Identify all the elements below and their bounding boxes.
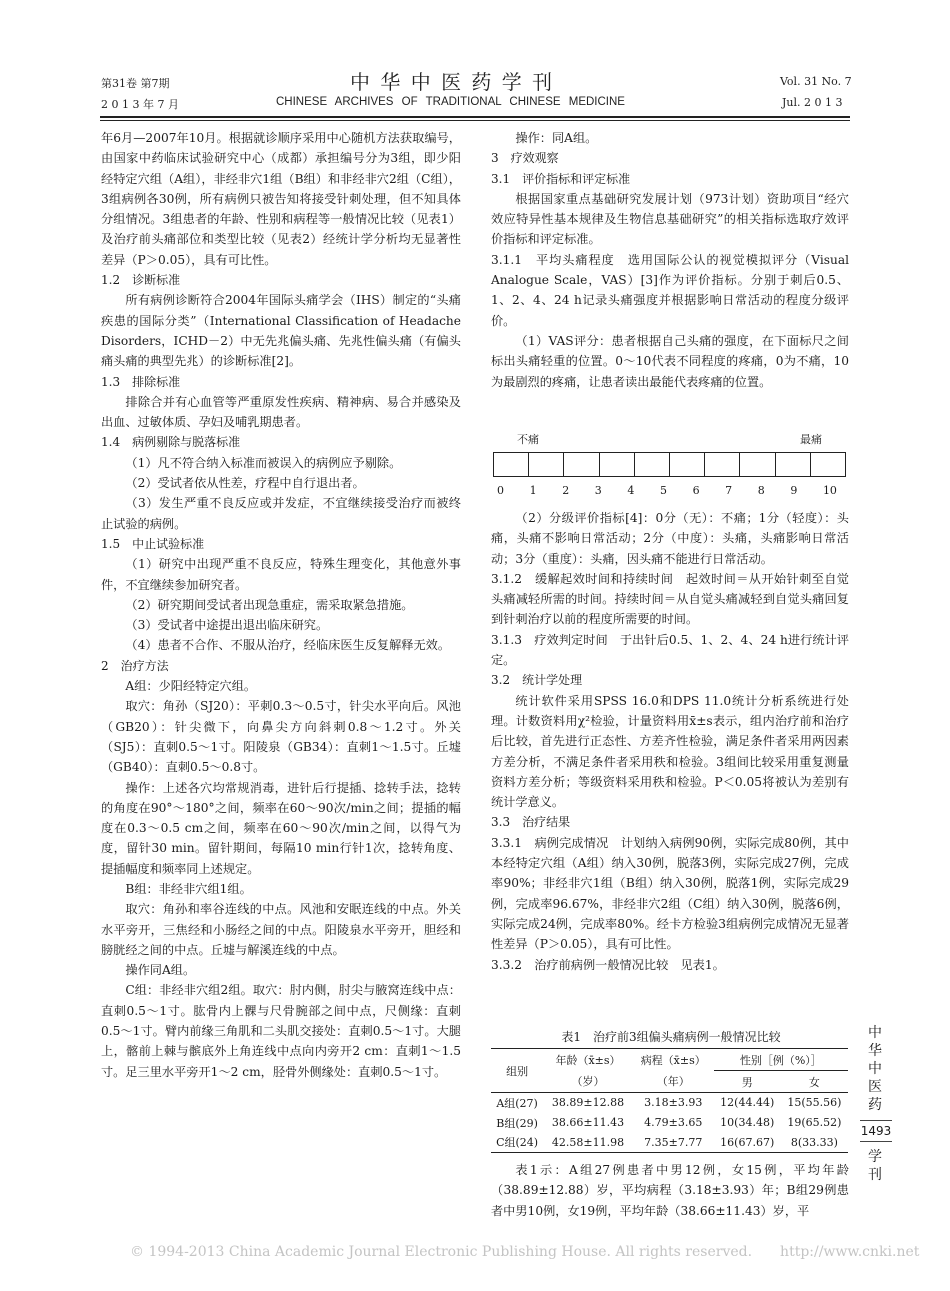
table-cell-course: 7.35±7.77 <box>633 1133 714 1153</box>
right-column-bottom <box>491 1160 849 1221</box>
vas-tick: 3 <box>594 484 602 497</box>
left-column <box>101 128 461 1082</box>
paragraph: 操作：上述各穴均常规消毒，进针后行提插、捻转手法，捻转的角度在90°～180°之间，频率在60～90次/min之间；提插的幅度在0.3～0.5 cm之间，频率在60～90次/min之间，以得气为度，留针30 min。留针期间，每隔10 min行针1次，捻转角度、提插幅度和频率同上述规定。 <box>101 780 461 876</box>
table1-head-course-unit: （年） <box>656 1075 690 1089</box>
side-journal-suffix: 学刊 <box>868 1149 882 1183</box>
paragraph: 年6月—2007年10月。根据就诊顺序采用中心随机方法获取编号，由国家中药临床试验研究中心（成都）承担编号分为3组，即少阳经特定穴组（A组），非经非穴1组（B组）和非经非穴2组（C组），3组病例各30例，所有病例只被告知将接受针刺处理，但不知具体分组情况。3组患者的年龄、性别和病程等一般情况比较（见表1）及治疗前头痛部位和类型比较（见表2）经统计学分析均无显著性差异（P＞0.05），具有可比性。 <box>101 131 461 267</box>
table-cell-male: 10(34.48) <box>720 1116 775 1129</box>
paragraph: A组：少阳经特定穴组。 <box>125 679 257 694</box>
paragraph: 取穴：角孙（SJ20）：平刺0.3～0.5寸，针尖水平向后。风池（GB20）：针尖微下，向鼻尖方向斜刺0.8～1.2寸。外关（SJ5）：直刺0.5～1寸。阳陵泉（GB34）：直刺1～1.5寸。丘墟（GB40）：直刺0.5～0.8寸。 <box>101 699 461 775</box>
table-cell-age: 38.89±12.88 <box>543 1093 633 1113</box>
vas-tick: 9 <box>790 484 798 497</box>
paragraph: 3.1.3 疗效判定时间 于出针后0.5、1、2、4、24 h进行统计评定。 <box>491 632 849 668</box>
section-heading: 3.2 统计学处理 <box>491 673 583 688</box>
table-cell-group: A组(27) <box>491 1093 543 1113</box>
vas-tick: 7 <box>725 484 733 497</box>
section-heading: 2 治疗方法 <box>101 658 169 673</box>
paragraph: 操作：同A组。 <box>515 131 598 145</box>
table-cell-group: C组(24) <box>491 1133 543 1153</box>
paragraph: 表1示：A组27例患者中男12例，女15例，平均年龄（38.89±12.88）岁，平均病程（3.18±3.93）年；B组29例患者中男10例，女19例，平均年龄（38.66±11.43）岁，平 <box>491 1163 849 1218</box>
vas-cell <box>600 453 635 476</box>
date-en: Jul. 2 0 1 3 <box>782 96 843 109</box>
table-cell-age: 42.58±11.98 <box>543 1133 633 1153</box>
section-heading: 1.3 排除标准 <box>101 374 181 389</box>
vas-tick: 1 <box>529 484 537 497</box>
copyright-footer: © 1994-2013 China Academic Journal Electronic Publishing House. All rights reserved. http://www.cnki.net <box>130 1244 920 1260</box>
paragraph: 取穴：角孙和率谷连线的中点。风池和安眠连线的中点。外关水平旁开，三焦经和小肠经之间的中点。阳陵泉水平旁开，胆经和膀胱经之间的中点。丘墟与解溪连线的中点。 <box>101 902 461 957</box>
vas-cell <box>740 453 775 476</box>
date-cn: 2 0 1 3 年 7 月 <box>101 98 179 111</box>
paragraph: （4）患者不合作、不服从治疗，经临床医生反复解释无效。 <box>125 638 451 653</box>
table1-head-male: 男 <box>741 1075 753 1089</box>
section-heading: 1.5 中止试验标准 <box>101 536 205 551</box>
table-cell-female: 8(33.33) <box>781 1133 848 1153</box>
page-number: 1493 <box>860 1120 892 1142</box>
volume-issue-cn: 第31卷 第7期 <box>101 77 170 90</box>
table-cell-course: 4.79±3.65 <box>644 1116 703 1129</box>
table-cell-female: 19(65.52) <box>787 1116 842 1129</box>
paragraph: 所有病例诊断符合2004年国际头痛学会（IHS）制定的“头痛疾患的国际分类”（International Classification of Headache Disorders，ICHD－2）中无先兆偏头痛、先兆性偏头痛（有偏头痛头痛的典型先兆）的诊断标准[2]。 <box>101 293 461 369</box>
table1 <box>491 1048 848 1153</box>
right-column-top <box>491 128 849 392</box>
journal-title-cn: 中 华 中 医 药 学 刊 <box>350 70 555 94</box>
paragraph: 操作同A组。 <box>125 963 196 978</box>
table-cell-male: 12(44.44) <box>714 1093 781 1113</box>
vas-cell <box>635 453 670 476</box>
vas-cell <box>670 453 705 476</box>
table1-title: 表1 治疗前3组偏头痛病例一般情况比较 <box>561 1030 781 1044</box>
header-rule-thick <box>100 116 850 118</box>
table-row <box>491 1093 848 1113</box>
table-cell-male: 16(67.67) <box>714 1133 781 1153</box>
vas-right-label: 最痛 <box>800 433 822 446</box>
table-row <box>491 1133 848 1153</box>
side-journal-name: 中华中医药 <box>868 1025 882 1113</box>
paragraph: C组：非经非穴组2组。取穴：肘内侧，肘尖与腋窝连线中点：直刺0.5～1寸。肱骨内上髁与尺骨腕部之间中点，尺侧缘：直刺0.5～1寸。臂内前缘三角肌和二头肌交接处：直刺0.5～1寸。大腿上，髂前上棘与髌底外上角连线中点向内旁开2 cm：直刺1～1.5寸。足三里水平旁开1～2 cm，胫骨外侧缘处：直刺0.5～1寸。 <box>101 983 461 1079</box>
vas-cell <box>494 453 529 476</box>
table-cell-female: 15(55.56) <box>781 1093 848 1113</box>
table1-head-group: 组别 <box>491 1049 543 1093</box>
paragraph: 3.3.2 治疗前病例一般情况比较 见表1。 <box>491 957 725 972</box>
paragraph: B组：非经非穴组1组。 <box>125 881 252 896</box>
vas-cell <box>564 453 599 476</box>
paragraph: （2）研究期间受试者出现急重症，需采取紧急措施。 <box>125 597 414 612</box>
paragraph: （3）受试者中途提出退出临床研究。 <box>125 618 329 633</box>
vas-tick: 5 <box>659 484 667 497</box>
vas-tick: 10 <box>822 484 837 497</box>
paragraph: 3.1.2 缓解起效时间和持续时间 起效时间＝从开始针刺至自觉头痛减轻所需的时间。持续时间＝从自觉头痛减轻到自觉头痛回复到针刺治疗以前的程度所需要的时间。 <box>491 571 849 627</box>
paragraph: 3.1.1 平均头痛程度 选用国际公认的视觉模拟评分（Visual Analogue Scale，VAS）[3]作为评价指标。分别于刺后0.5、1、2、4、24 h记录头痛强度并根据影响日常活动的程度分级评价。 <box>491 252 849 328</box>
section-heading: 3.3 治疗结果 <box>491 815 571 830</box>
right-column-middle <box>491 508 849 975</box>
section-heading: 3.1 评价指标和评定标准 <box>491 171 631 186</box>
paragraph: （1）VAS评分：患者根据自己头痛的强度，在下面标尺之间标出头痛轻重的位置。0～10代表不同程度的疼痛，0为不痛，10为最剧烈的疼痛，让患者读出最能代表疼痛的位置。 <box>491 333 849 389</box>
paragraph: 排除合并有心血管等严重原发性疾病、精神病、易合并感染及出血、过敏体质、孕妇及哺乳期患者。 <box>101 394 461 430</box>
vas-tick: 8 <box>757 484 765 497</box>
table1-head-female: 女 <box>808 1075 820 1089</box>
vas-left-label: 不痛 <box>517 433 539 446</box>
vas-cell <box>705 453 740 476</box>
vas-scale-bar <box>493 452 846 477</box>
paragraph: （2）受试者依从性差，疗程中自行退出者。 <box>125 476 365 491</box>
section-heading: 3 疗效观察 <box>491 151 559 166</box>
journal-title-en: CHINESE ARCHIVES OF TRADITIONAL CHINESE MEDICINE <box>276 96 625 108</box>
section-heading: 1.2 诊断标准 <box>101 273 181 288</box>
table1-head-age: 年龄（x̄±s） <box>543 1049 633 1071</box>
vas-tick: 4 <box>627 484 635 497</box>
paragraph: （1）凡不符合纳入标准而被误入的病例应予剔除。 <box>125 455 402 470</box>
table1-head-age-unit: （岁） <box>571 1075 605 1089</box>
table1-head-sex: 性别［例（%）］ <box>714 1049 848 1071</box>
section-heading: 1.4 病例剔除与脱落标准 <box>101 435 241 450</box>
vas-tick: 6 <box>692 484 700 497</box>
table-cell-group: B组(29) <box>496 1116 538 1130</box>
vas-cell <box>776 453 811 476</box>
vas-cell <box>529 453 564 476</box>
header-rule-thin <box>100 120 850 121</box>
vas-tick: 2 <box>562 484 570 497</box>
volume-issue-en: Vol. 31 No. 7 <box>780 75 852 88</box>
table1-head-course: 病程（x̄±s） <box>633 1049 714 1071</box>
paragraph: （3）发生严重不良反应或并发症，不宜继续接受治疗而被终止试验的病例。 <box>101 496 461 531</box>
paragraph: 统计软件采用SPSS 16.0和DPS 11.0统计分析系统进行处理。计数资料用χ²检验，计量资料用x̄±s表示，组内治疗前和治疗后比较，首先进行正态性、方差齐性检验，满足条件者采用两因素方差分析，不满足条件者采用秩和检验。3组间比较采用重复测量资料方差分析；等级资料采用秩和检验。P＜0.05将被认为差别有统计学意义。 <box>491 693 849 810</box>
paragraph: 3.3.1 病例完成情况 计划纳入病例90例，实际完成80例，其中本经特定穴组（A组）纳入30例，脱落3例，实际完成27例，完成率90%；非经非穴1组（B组）纳入30例，脱落1例，实际完成29例，完成率96.67%，非经非穴2组（C组）纳入30例，脱落6例，实际完成24例，完成率80%。经卡方检验3组病例完成情况无显著性差异（P＞0.05），具有可比性。 <box>491 835 849 952</box>
vas-cell <box>811 453 845 476</box>
table-cell-course: 3.18±3.93 <box>633 1093 714 1113</box>
table-cell-age: 38.66±11.43 <box>551 1116 625 1129</box>
vas-tick-labels <box>497 484 837 497</box>
paragraph: （1）研究中出现严重不良反应，特殊生理变化，其他意外事件，不宜继续参加研究者。 <box>101 557 461 592</box>
table-row <box>491 1113 848 1133</box>
paragraph: 根据国家重点基础研究发展计划（973计划）资助项目“经穴效应特异性基本规律及生物信息基础研究”的相关指标选取疗效评价指标和评定标准。 <box>491 191 849 247</box>
paragraph: （2）分级评价指标[4]：0分（无）：不痛；1分（轻度）：头痛，头痛不影响日常活动；2分（中度）：头痛，头痛影响日常活动；3分（重度）：头痛，因头痛不能进行日常活动。 <box>491 511 849 566</box>
vas-tick: 0 <box>497 484 504 497</box>
